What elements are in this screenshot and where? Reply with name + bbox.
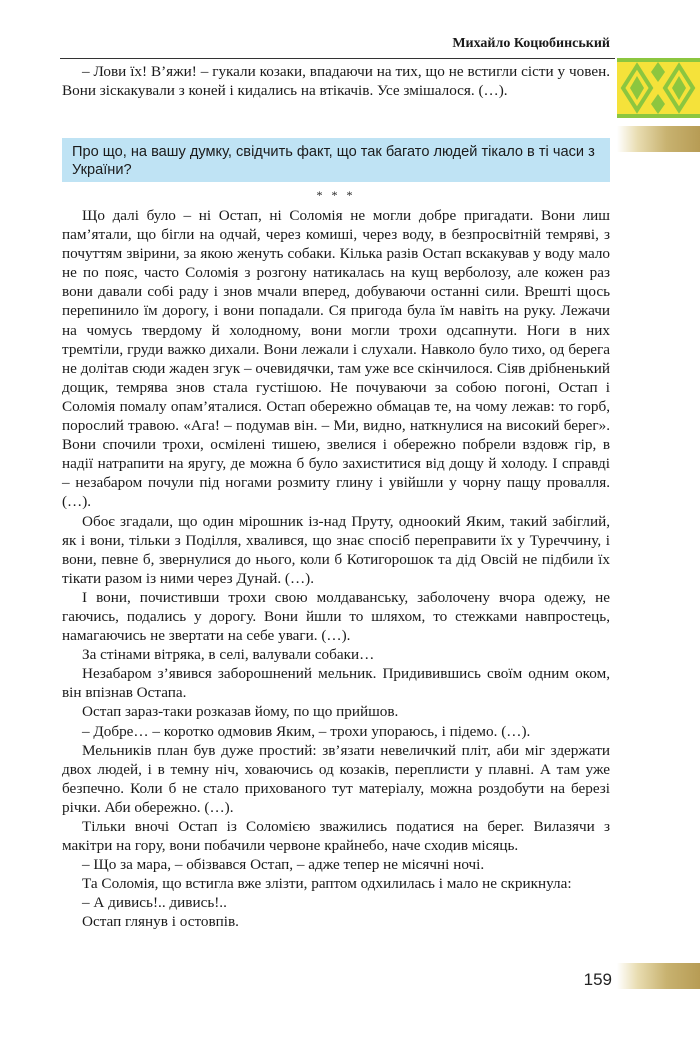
header-rule	[60, 58, 615, 59]
question-box: Про що, на вашу думку, свідчить факт, що так багато людей тікало в ті часи з України?	[62, 138, 610, 182]
page-number: 159	[583, 970, 612, 989]
intro-text	[62, 62, 610, 100]
paragraph: – Добре… – коротко одмовив Яким, – трохи упораюсь, і підемо. (…).	[82, 722, 531, 740]
paragraph: – Лови їх! В’яжи! – гукали козаки, впадаючи на тих, що не встигли сісти у човен. Вони зіскакували з коней і кидались на втікачів. Усе змішалося. (…).	[62, 63, 610, 99]
story-text	[62, 206, 610, 932]
paragraph: – Що за мара, – обізвався Остап, – адже тепер не місячні ночі.	[82, 856, 485, 874]
embroidery-ornament	[617, 58, 700, 118]
paragraph: Та Соломія, що встигла вже злізти, раптом одхилилась і мало не скрикнула:	[82, 875, 572, 893]
paragraph: Остап зараз-таки розказав йому, по що прийшов.	[82, 703, 399, 721]
paragraph: За стінами вітряка, в селі, валували собаки…	[82, 646, 375, 664]
gold-margin-tab	[617, 126, 700, 152]
running-header-author: Михайло Коцюбинський	[452, 36, 610, 51]
section-separator: * * *	[316, 188, 356, 202]
paragraph: Тільки вночі Остап із Соломією зважились податися на берег. Вилазячи з макітри на гору, вони побачили червоне крайнебо, наче сходив місяць.	[62, 818, 610, 855]
paragraph: Остап глянув і остовпів.	[82, 913, 239, 931]
paragraph: Що далі було – ні Остап, ні Соломія не могли добре пригадати. Вони лиш пам’ятали, що бігли на одчай, через комиші, через воду, в безпросвітній темряві, з почуттям звірини, за якою женуть собаки. Кілька разів Остап вскакував у воду мало не по пояс, часто Соломія з розгону натикалась на кущ верболозу, але кожен раз вони давали собі раду і знов мчали вперед, добуваючи останні сили. Врешті щось перепинило їм дорогу, і вони попадали. Ся пригода була їм навіть на руку. Лежачи на чомусь твердому й холодному, вони могли трохи одсапнути. Ноги в них тремтіли, груди важко дихали. Вони лежали і слухали. Навколо було тихо, од берега не долітав сюди жаден згук – очевидячки, там уже все скінчилося. Сіяв дрібненький дощик, темрява знов стала густішою. Не почуваючи за собою погоні, Остап і Соломія помалу опам’яталися. Остап обережно обмацав те, на чому лежав: то горб, порослий травою. «Ага! – подумав він. – Ми, видно, наткнулися на високий берег». Вони спочили трохи, осмілені тишею, звелися і обережно побрели вздовж гір, в надії натрапити на яругу, де можна б було захиститися від дощу й холоду. І справді – незабаром почули під ногами розмиту глину і увійшли у чорну пащу провалля. (…).	[62, 207, 610, 511]
paragraph: І вони, почистивши трохи свою молдаванську, заболочену вчора одежу, не гаючись, подались у дорогу. Вони йшли то шляхом, то стежками навпростець, намагаючись не звертати на себе уваги. (…).	[62, 588, 610, 645]
paragraph: Незабаром з’явився заборошнений мельник. Придивившись своїм одним оком, він впізнав Остапа.	[62, 665, 610, 702]
paragraph: Мельників план був дуже простий: зв’язати невеличкий пліт, аби міг здержати двох людей, і в темну ніч, ховаючись од козаків, переплисти у плавні. А там уже безпечно. Коли б не стало прихованого тут матеріалу, можна роздобути на березі річки. Аби обережно. (…).	[62, 741, 610, 816]
paragraph: Обоє згадали, що один мірошник із-над Пруту, одноокий Яким, такий забіглий, як і вони, тільки з Поділля, хвалився, що знає спосіб переправити їх у Туреччину, і вони, певне б, звернулися до нього, коли б Котигорошок та дід Овсій не підбили їх тікати разом із ними через Дунай. (…).	[62, 512, 610, 587]
gold-margin-tab	[617, 963, 700, 989]
paragraph: – А дивись!.. дивись!..	[82, 894, 227, 912]
